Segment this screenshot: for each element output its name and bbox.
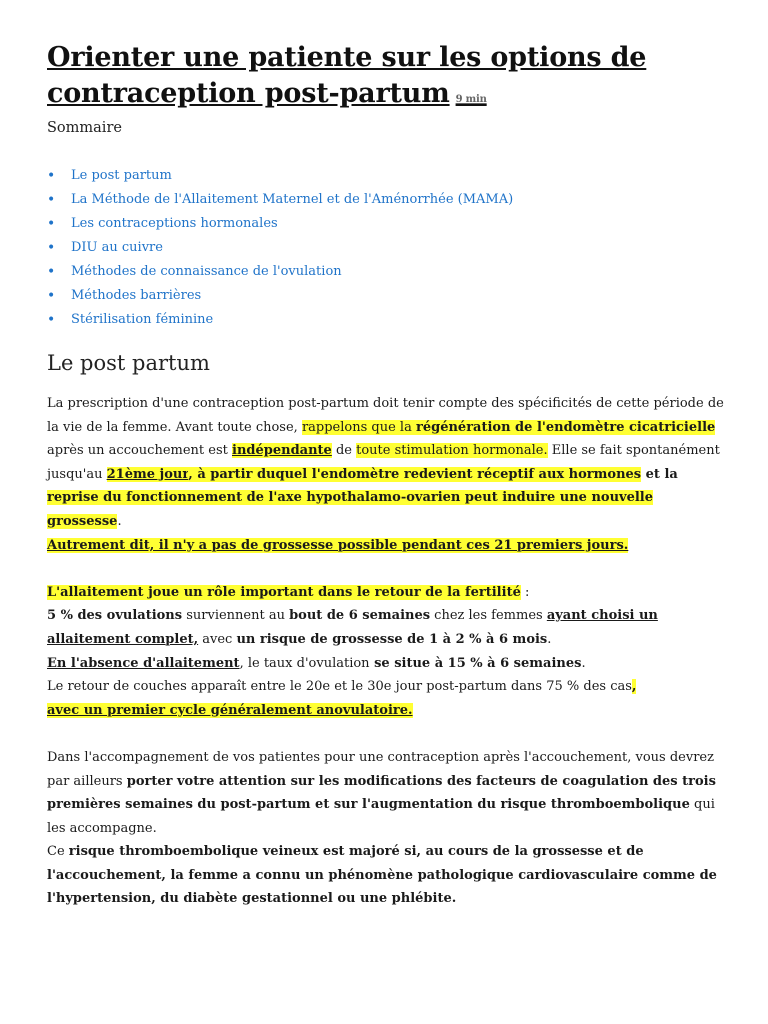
highlighted-bold-text: Autrement dit, il n'y a pas de grossesse possible pendant ces 21 premiers jours.: [47, 537, 629, 553]
text-run: chez les femmes: [430, 608, 547, 624]
article: [47, 40, 727, 911]
text-run: taux d'ovulation: [263, 655, 370, 671]
toc-link[interactable]: Le post partum: [71, 168, 172, 183]
highlighted-bold-text: ,: [631, 679, 637, 695]
paragraph-allaitement: [47, 581, 727, 723]
toc-heading: Sommaire: [47, 120, 122, 136]
highlighted-bold-text: , à partir duquel l'endomètre redevient réceptif aux hormones: [188, 466, 642, 482]
text-run: Le retour de couches apparaît entre le 20e et le 30e jour post-partum dans 75 % des cas: [47, 679, 632, 695]
highlighted-text: toute stimulation hormonale.: [356, 443, 548, 459]
toc-link[interactable]: Stérilisation féminine: [71, 312, 214, 327]
text-run: surviennent au: [182, 608, 290, 624]
toc-item[interactable]: [71, 260, 727, 284]
text-run: , le: [239, 655, 264, 671]
bold-text: un risque de grossesse de 1 à 2 % à 6 mois: [236, 631, 548, 647]
text-run: .: [581, 655, 586, 671]
bold-text: risque thromboembolique veineux est majoré si, au cours de la grossesse et de l'accouchement, la femme a connu un phénomène pathologique cardiovasculaire comme de l'hypertension, du diabète gestationnel ou une phlébite.: [47, 844, 717, 907]
toc-link[interactable]: La Méthode de l'Allaitement Maternel et de l'Aménorrhée (MAMA): [71, 192, 514, 207]
paragraph-endometre: [47, 392, 727, 557]
bold-text: se situe à 15 % à 6 semaines: [369, 655, 582, 671]
highlighted-bold-text: avec un premier cycle généralement anovulatoire.: [47, 702, 413, 718]
text-run: .: [117, 513, 122, 529]
read-time: 9 min: [455, 94, 487, 105]
toc-link[interactable]: DIU au cuivre: [71, 240, 163, 255]
toc-link[interactable]: Méthodes barrières: [71, 288, 202, 303]
table-of-contents: [47, 164, 727, 332]
highlighted-bold-text: reprise du fonctionnement de l'axe hypothalamo-ovarien peut induire une nouvelle grossesse: [47, 490, 654, 529]
text-run: .: [547, 631, 552, 647]
toc-item[interactable]: [71, 188, 727, 212]
highlighted-bold-text: L'allaitement joue un rôle important dans le retour de la fertilité: [47, 584, 521, 600]
bold-text: 5 % des ovulations: [47, 608, 183, 624]
bold-text: En l'absence d'allaitement: [47, 655, 240, 671]
toc-link[interactable]: Les contraceptions hormonales: [71, 216, 278, 231]
toc-item[interactable]: [71, 212, 727, 236]
highlighted-bold-text: régénération de l'endomètre cicatricielle: [415, 419, 716, 435]
title-text: Orienter une patiente sur les options de contraception post-partum: [47, 42, 647, 109]
text-run: qui les accompagne.: [47, 797, 715, 836]
bold-text: et la: [641, 466, 678, 482]
text-run: de: [331, 443, 357, 459]
bold-text: ayant choisi un allaitement complet,: [47, 608, 658, 647]
bold-text: bout de 6 semaines: [289, 608, 431, 624]
text-run: La prescription d'une contraception post-partum doit tenir compte des spécificités de cette période de la vie de la femme. Avant toute chose,: [47, 396, 724, 435]
bold-text: porter votre attention sur les modifications des facteurs de coagulation des trois premières semaines du post-partum et sur l'augmentation du risque thromboembolique: [47, 773, 716, 813]
toc-item[interactable]: [71, 164, 727, 188]
toc-item[interactable]: [71, 308, 727, 332]
highlighted-text: rappelons que la: [301, 419, 416, 435]
text-run: Ce: [47, 844, 69, 860]
text-run: Dans l'accompagnement de vos patientes pour une contraception après l'accouchement, vous devrez par ailleurs: [47, 749, 714, 789]
paragraph-thromboembolique: [47, 746, 727, 911]
text-run: Elle se fait spontanément jusqu'au: [47, 443, 720, 482]
section-heading: Le post partum: [47, 351, 210, 375]
text-run: :: [520, 584, 530, 600]
toc-item[interactable]: [71, 236, 727, 260]
toc-link[interactable]: Méthodes de connaissance de l'ovulation: [71, 264, 342, 279]
highlighted-bold-text: indépendante: [232, 443, 332, 459]
highlighted-bold-text: 21ème jour: [106, 466, 189, 482]
text-run: après un accouchement est: [47, 443, 232, 459]
page-title: [47, 40, 727, 118]
toc-item[interactable]: [71, 284, 727, 308]
text-run: avec: [198, 631, 237, 647]
